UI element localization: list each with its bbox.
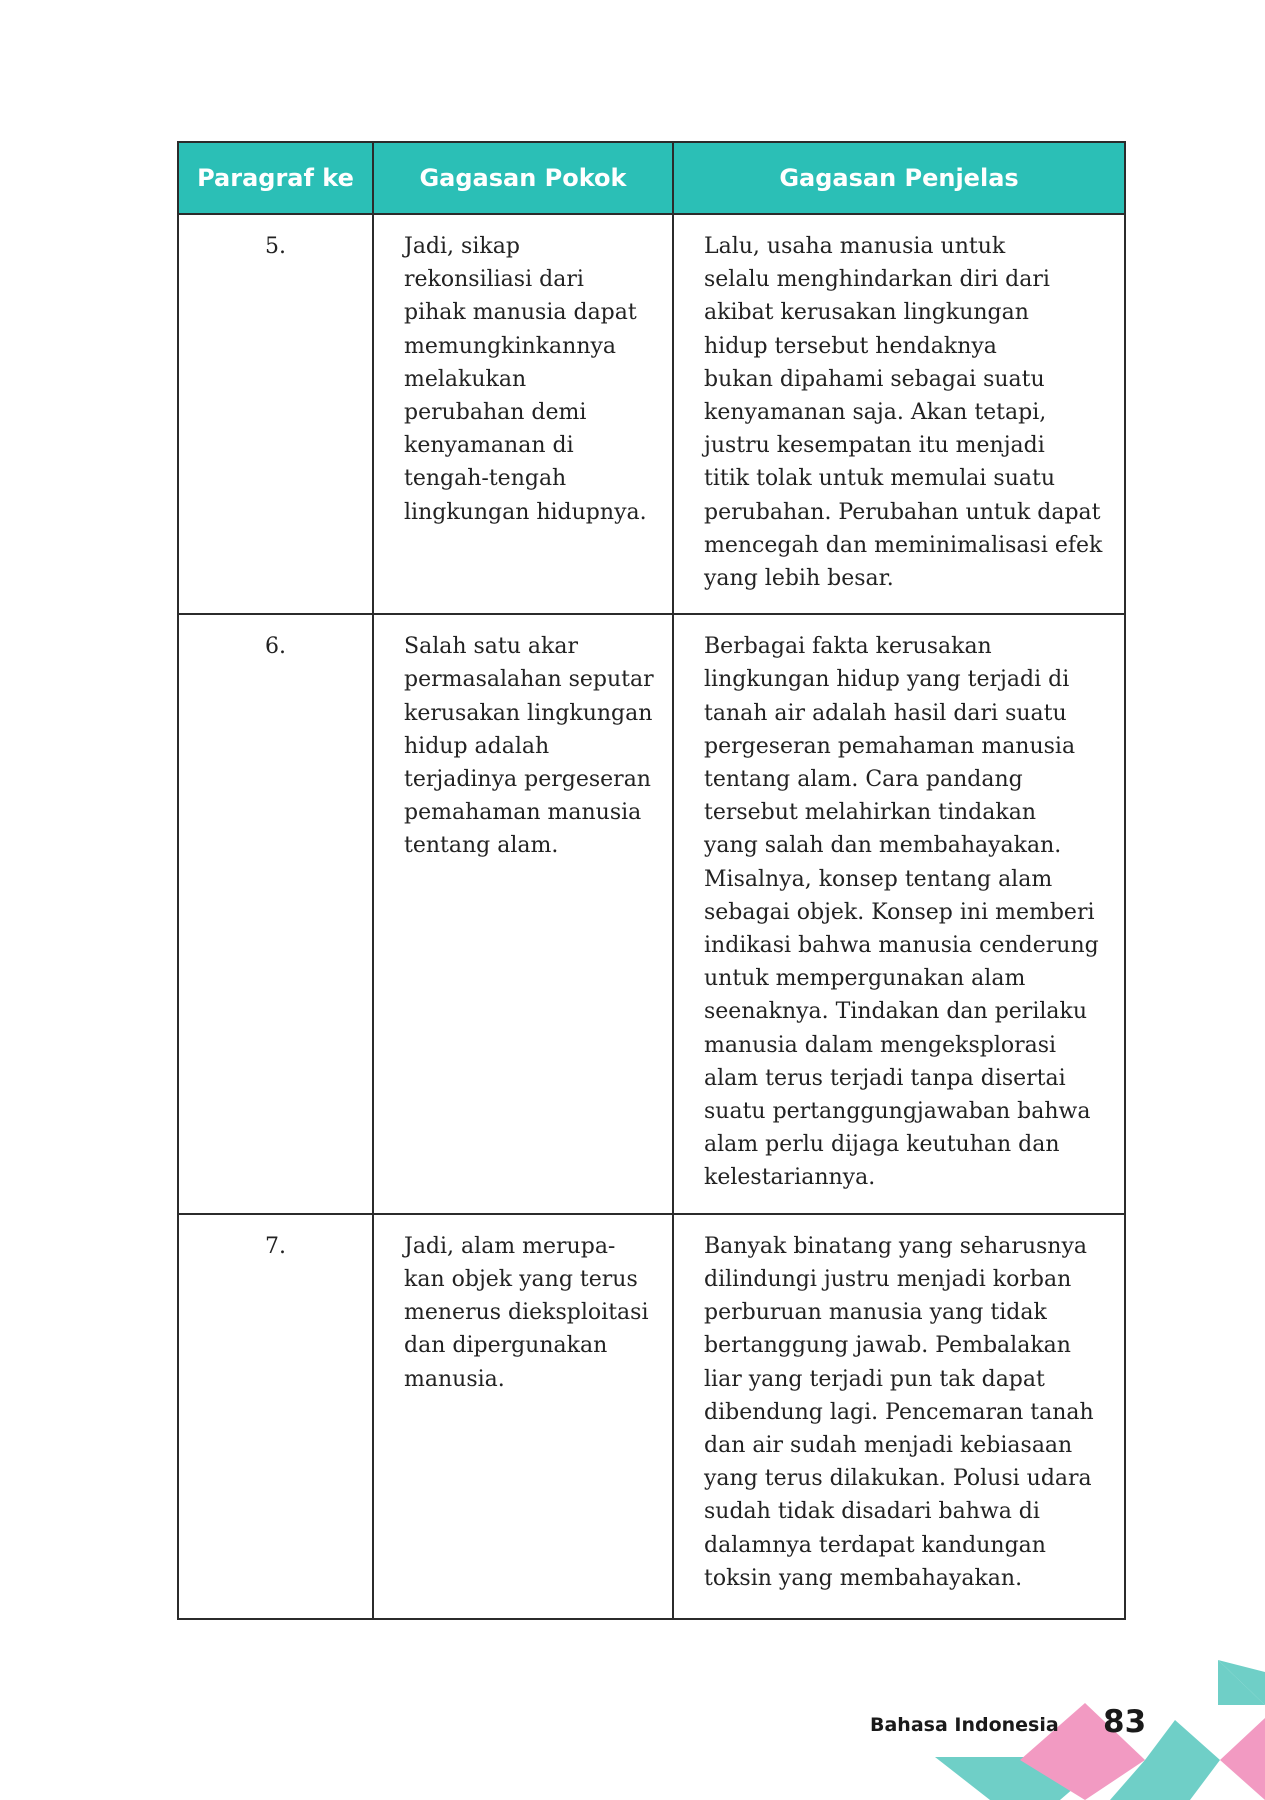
main-idea-text: Jadi, sikap rekonsiliasi dari pihak manusia dapat memungkinkannya melakukan perubahan demi kenyamanan di tengah-tengah lingkungan hidupnya. — [404, 234, 647, 525]
decor-pink-right — [1220, 1718, 1265, 1800]
supporting-idea-text: Berbagai fakta kerusakan lingkungan hidup yang terjadi di tanah air adalah hasil dari suatu pergeseran pemahaman manusia tentang alam. Cara pandang tersebut melahirkan tindakan yang salah dan membahayakan. Misalnya, konsep tentang alam sebagai objek. Konsep ini memberi indikasi bahwa manusia cenderung untuk mempergunakan alam seenaknya. Tindakan dan perilaku manusia dalam mengeksplorasi alam terus terjadi tanpa disertai suatu pertanggungjawaban bahwa alam perlu dijaga keutuhan dan kelestariannya. — [704, 634, 1099, 1191]
paragraph-number: 7. — [178, 1214, 373, 1619]
main-idea-text: Salah satu akar permasalahan seputar kerusakan lingkungan hidup adalah terjadinya pergeseran pemahaman manusia tentang alam. — [404, 634, 654, 859]
page-number: 83 — [1103, 1704, 1147, 1740]
supporting-idea-text: Banyak binatang yang seharusnya dilindungi justru menjadi korban perburuan manusia yang tidak bertanggung jawab. Pembalakan liar yang terjadi pun tak dapat dibendung lagi. Pencemaran tanah dan air sudah menjadi kebiasaan yang terus dilakukan. Polusi udara sudah tidak disadari bahwa di dalamnya terdapat kandungan toksin yang membahayakan. — [704, 1233, 1094, 1591]
header-gagasan-pokok: Gagasan Pokok — [373, 142, 673, 214]
header-paragraf-ke: Paragraf ke — [178, 142, 373, 214]
supporting-idea-text: Lalu, usaha manusia untuk selalu menghindarkan diri dari akibat kerusakan lingkungan hidup tersebut hendaknya bukan dipahami sebagai suatu kenyamanan saja. Akan tetapi, justru kesempatan itu menjadi titik tolak untuk memulai suatu perubahan. Perubahan untuk dapat mencegah dan meminimalisasi efek yang lebih besar. — [704, 234, 1103, 592]
paragraph-number: 6. — [178, 614, 373, 1213]
book-title: Bahasa Indonesia — [870, 1714, 1059, 1736]
main-idea-text: Jadi, alam merupa- kan objek yang terus menerus dieksploitasi dan dipergunakan manusia. — [404, 1233, 649, 1392]
header-gagasan-penjelas: Gagasan Penjelas — [673, 142, 1125, 214]
paragraph-number: 5. — [178, 214, 373, 614]
